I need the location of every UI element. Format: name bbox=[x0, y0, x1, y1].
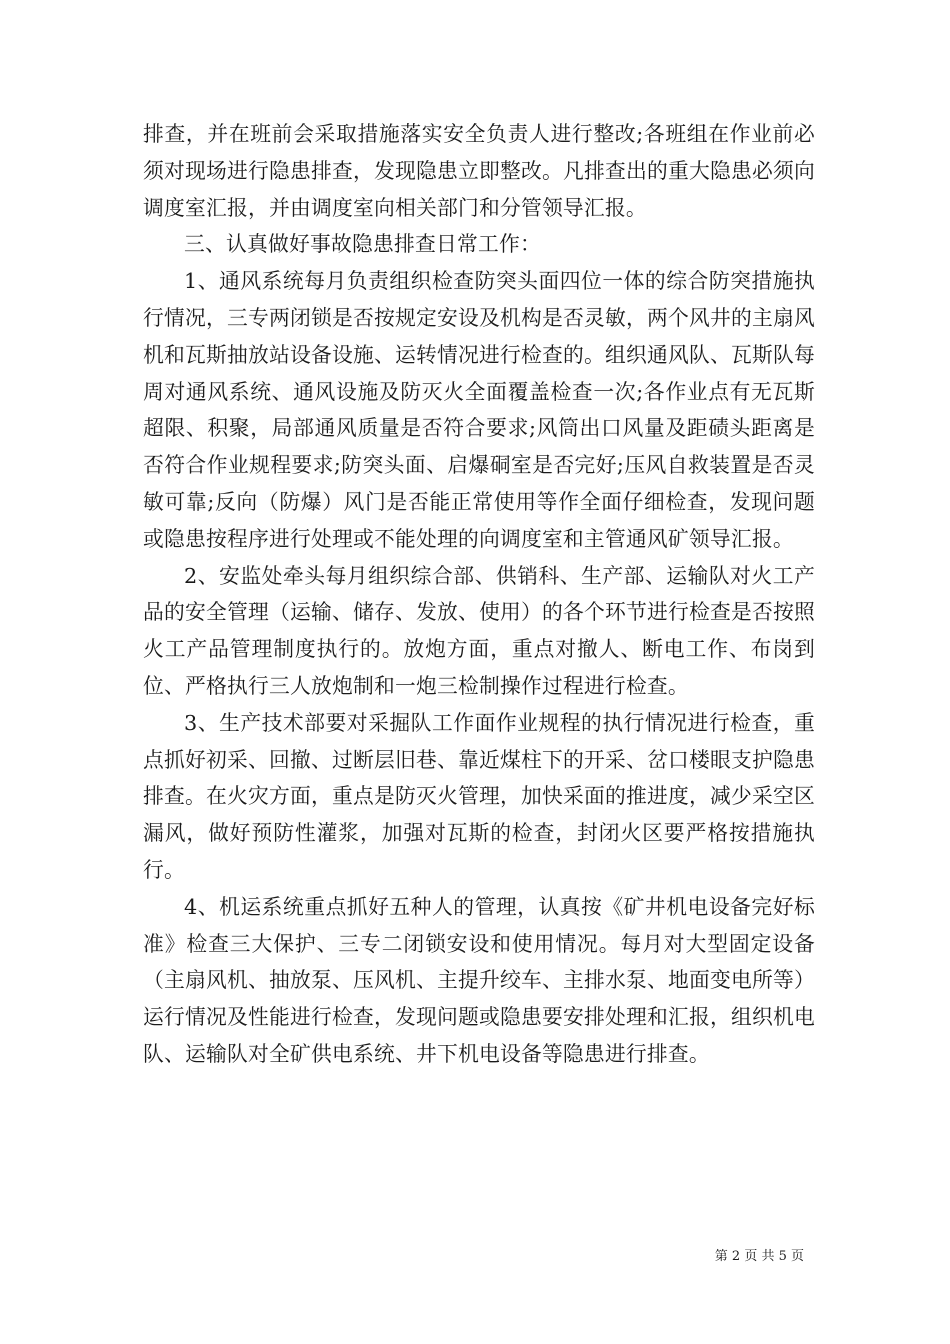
paragraph-item-1-ventilation: 1、通风系统每月负责组织检查防突头面四位一体的综合防突措施执行情况，三专两闭锁是否按规定安设及机构是否灵敏，两个风井的主扇风机和瓦斯抽放站设备设施、运转情况进行检查的。组织通风队、瓦斯队每周对通风系统、通风设施及防灭火全面覆盖检查一次;各作业点有无瓦斯超限、积聚，局部通风质量是否符合要求;风筒出口风量及距碛头距离是否符合作业规程要求;防突头面、启爆硐室是否完好;压风自救装置是否灵敏可靠;反向（防爆）风门是否能正常使用等作全面仔细检查，发现问题或隐患按程序进行处理或不能处理的向调度室和主管通风矿领导汇报。 bbox=[143, 269, 815, 551]
section-heading-three: 三、认真做好事故隐患排查日常工作： bbox=[184, 232, 541, 257]
paragraph-item-3-production-technology: 3、生产技术部要对采掘队工作面作业规程的执行情况进行检查，重点抓好初采、回撤、过断层旧巷、靠近煤柱下的开采、岔口楼眼支护隐患排查。在火灾方面，重点是防灭火管理，加快采面的推进度，减少采空区漏风，做好预防性灌浆，加强对瓦斯的检查，封闭火区要严格按措施执行。 bbox=[143, 710, 815, 882]
page-number-footer: 第 2 页 共 5 页 bbox=[714, 1249, 804, 1264]
paragraph-item-4-electromechanical: 4、机运系统重点抓好五种人的管理，认真按《矿井机电设备完好标准》检查三大保护、三专二闭锁安设和使用情况。每月对大型固定设备（主扇风机、抽放泵、压风机、主提升绞车、主排水泵、地面变电所等）运行情况及性能进行检查，发现问题或隐患要安排处理和汇报，组织机电队、运输队对全矿供电系统、井下机电设备等隐患进行排查。 bbox=[143, 894, 815, 1066]
paragraph-item-2-safety-supervision: 2、安监处牵头每月组织综合部、供销科、生产部、运输队对火工产品的安全管理（运输、储存、发放、使用）的各个环节进行检查是否按照火工产品管理制度执行的。放炮方面，重点对撤人、断电工作、布岗到位、严格执行三人放炮制和一炮三检制操作过程进行检查。 bbox=[143, 563, 815, 698]
document-body bbox=[143, 116, 815, 1073]
paragraph-continuation: 排查，并在班前会采取措施落实安全负责人进行整改;各班组在作业前必须对现场进行隐患排查，发现隐患立即整改。凡排查出的重大隐患必须向调度室汇报，并由调度室向相关部门和分管领导汇报。 bbox=[143, 122, 815, 220]
